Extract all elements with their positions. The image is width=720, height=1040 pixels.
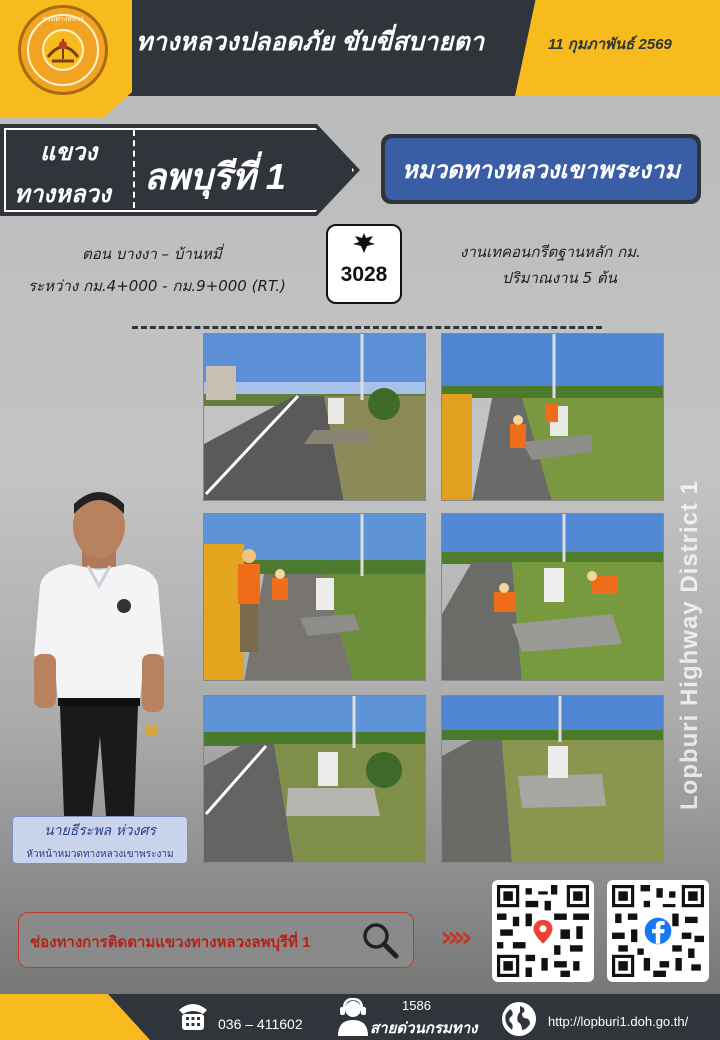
phone-number[interactable]: 036 – 411602	[218, 1016, 303, 1032]
work-photo-3	[203, 513, 426, 681]
doh-logo	[18, 5, 108, 95]
qr-code-map[interactable]	[492, 880, 594, 982]
work-name: งานเทคอนกรีตฐานหลัก กม.	[460, 243, 641, 261]
work-photo-4	[441, 513, 664, 681]
work-photo-6	[441, 695, 664, 863]
hotline-label: สายด่วนกรมทาง	[370, 1019, 478, 1037]
phone-icon	[176, 1000, 210, 1032]
ribbon-divider	[133, 130, 135, 208]
district-label-line2: ทางหลวง	[14, 181, 111, 208]
officer-portrait	[30, 486, 170, 816]
section-divider	[132, 326, 602, 329]
hotline-number[interactable]: 1586	[402, 998, 431, 1013]
logo-emblem-icon	[40, 27, 86, 73]
call-center-icon	[336, 998, 370, 1036]
globe-icon	[500, 1000, 538, 1038]
qr-facebook-pattern	[612, 885, 704, 977]
section-range: ระหว่าง กม.4+000 - กม.9+000 (RT.)	[28, 277, 286, 295]
work-photo-5	[203, 695, 426, 863]
district-name: ลพบุรีที่ 1	[144, 156, 286, 197]
side-watermark-text: Lopburi Highway District 1	[676, 479, 703, 810]
logo-text: กรมทางหลวง	[42, 15, 84, 23]
qr-code-facebook[interactable]	[607, 880, 709, 982]
district-label-line1: แขวง	[40, 139, 98, 166]
route-shield	[326, 224, 402, 304]
route-number: 3028	[340, 263, 388, 286]
follow-channel-text: ช่องทางการติดตามแขวงทางหลวงลพบุรีที่ 1	[30, 934, 311, 951]
work-quantity: ปริมาณงาน 5 ต้น	[502, 269, 617, 287]
section-name: ตอน บางงา – บ้านหมี่	[82, 245, 222, 263]
chevron-right-icon: »»	[440, 920, 467, 955]
search-icon	[360, 920, 400, 960]
qr-map-pattern	[497, 885, 589, 977]
officer-name-box	[12, 816, 188, 864]
garuda-icon	[328, 230, 400, 263]
website-link[interactable]: http://lopburi1.doh.go.th/	[548, 1014, 689, 1029]
officer-title: หัวหน้าหมวดทางหลวงเขาพระงาม	[26, 849, 174, 860]
header-date: 11 กุมภาพันธ์ 2569	[548, 36, 672, 53]
officer-name: นายธีระพล ห่วงศร	[44, 823, 156, 839]
header-title: ทางหลวงปลอดภัย ขับขี่สบายตา	[136, 28, 485, 56]
work-photo-1	[203, 333, 426, 501]
unit-name: หมวดทางหลวงเขาพระงาม	[385, 138, 697, 200]
work-photo-2	[441, 333, 664, 501]
